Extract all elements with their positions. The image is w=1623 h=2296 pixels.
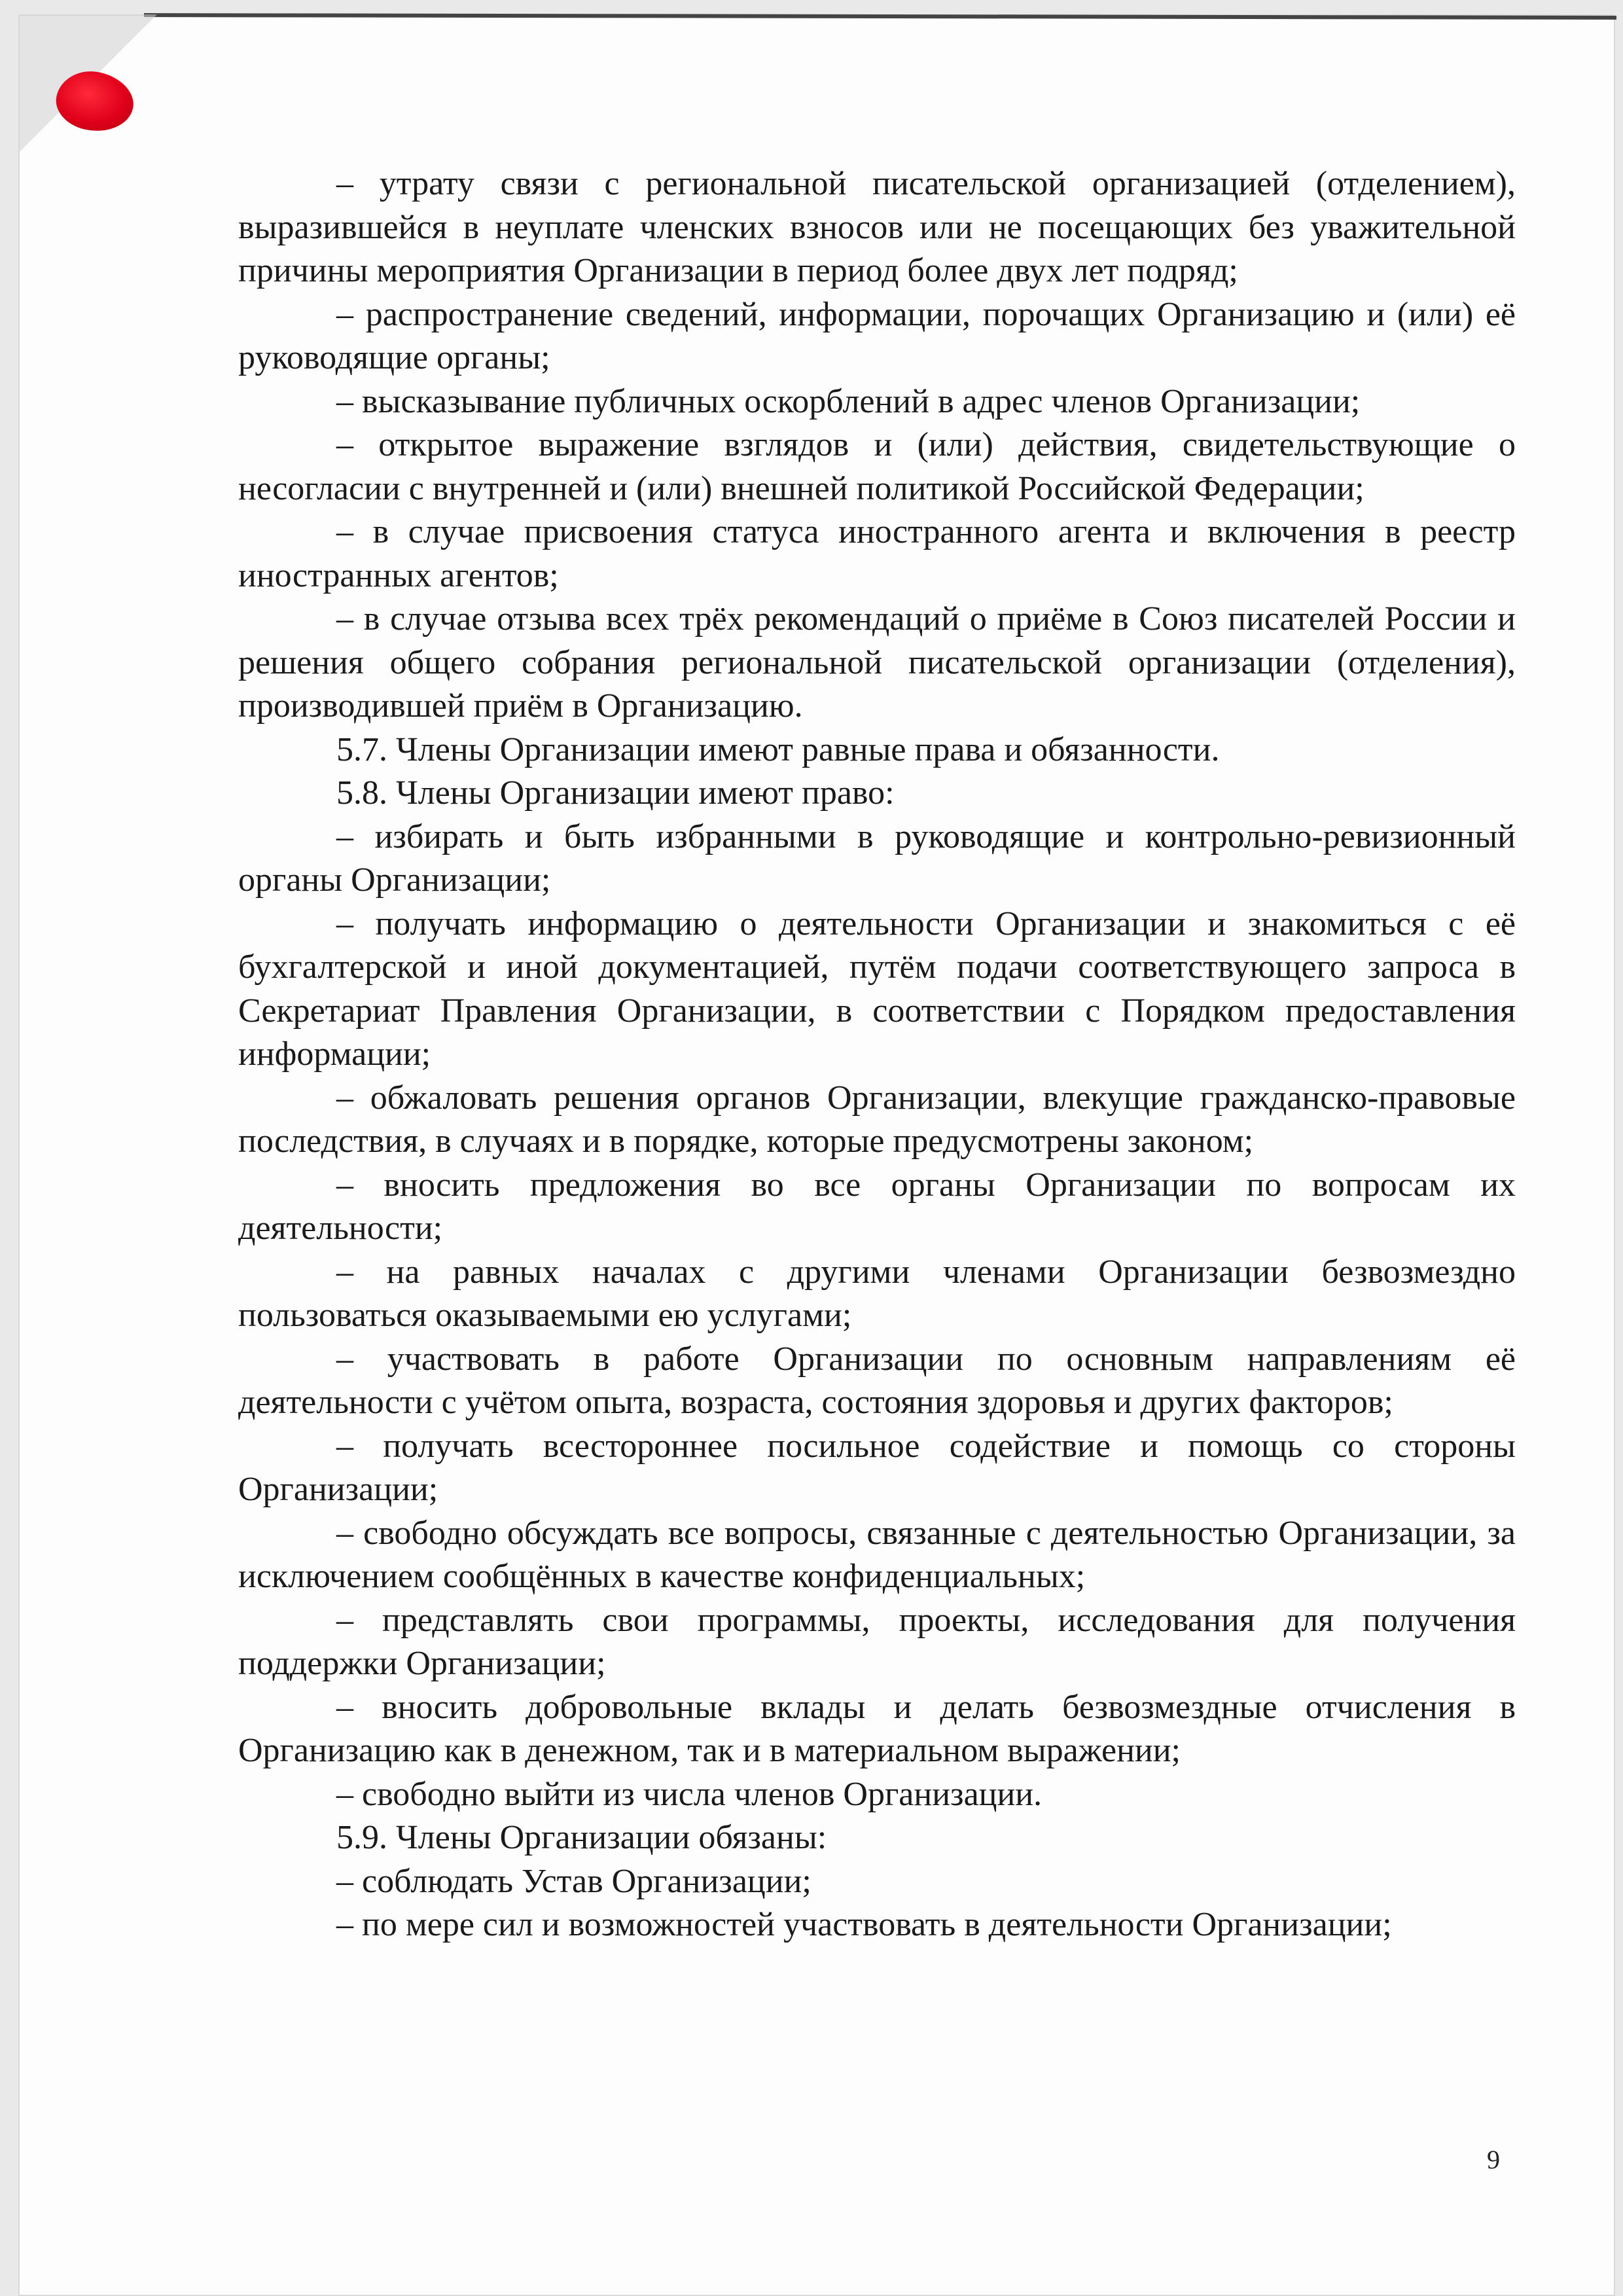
paragraph: – избирать и быть избранными в руководящие и контрольно-ревизионный органы Организации; xyxy=(238,817,1516,899)
paragraph: – участвовать в работе Организации по основным направлениям её деятельности с учётом опыта, возраста, состояния здоровья и других факторов; xyxy=(238,1340,1516,1421)
paragraph: – вносить добровольные вклады и делать безвозмездные отчисления в Организацию как в денежном, так и в материальном выражении; xyxy=(238,1688,1516,1769)
paragraph: – свободно выйти из числа членов Организации. xyxy=(336,1775,1043,1813)
paragraph: – получать всестороннее посильное содействие и помощь со стороны Организации; xyxy=(238,1427,1516,1508)
paragraph: – высказывание публичных оскорблений в адрес членов Организации; xyxy=(336,382,1361,420)
paragraph: – утрату связи с региональной писательской организацией (отделением), выразившейся в неуплате членских взносов или не посещающих без уважительной причины мероприятия Организации в период более двух лет подряд; xyxy=(238,165,1516,289)
paragraph: – вносить предложения во все органы Организации по вопросам их деятельности; xyxy=(238,1166,1516,1247)
paragraph: – открытое выражение взглядов и (или) действия, свидетельствующие о несогласии с внутренней и (или) внешней политикой Российской Федерации; xyxy=(238,426,1516,507)
paragraph: – получать информацию о деятельности Организации и знакомиться с её бухгалтерской и иной документацией, путём подачи соответствующего запроса в Секретариат Правления Организации, в соответствии с Порядком предоставления информации; xyxy=(238,905,1516,1073)
paragraph: – соблюдать Устав Организации; xyxy=(336,1862,812,1900)
paragraph: – в случае отзыва всех трёх рекомендаций о приёме в Союз писателей России и решения общего собрания региональной писательской организации (отделения), производившей приём в Организацию. xyxy=(238,600,1516,725)
section-heading: 5.8. Члены Организации имеют право: xyxy=(336,774,895,812)
paragraph: – свободно обсуждать все вопросы, связанные с деятельностью Организации, за исключением сообщённых в качестве конфиденциальных; xyxy=(238,1514,1516,1595)
paragraph: – по мере сил и возможностей участвовать в деятельности Организации; xyxy=(336,1906,1392,1943)
paragraph: – на равных началах с другими членами Организации безвозмездно пользоваться оказываемыми ею услугами; xyxy=(238,1253,1516,1334)
paragraph: – представлять свои программы, проекты, исследования для получения поддержки Организации; xyxy=(238,1601,1516,1682)
section-heading: 5.9. Члены Организации обязаны: xyxy=(336,1819,827,1856)
page-number: 9 xyxy=(1487,2145,1500,2174)
paragraph: – в случае присвоения статуса иностранного агента и включения в реестр иностранных агентов; xyxy=(238,513,1516,594)
document-body xyxy=(238,162,1516,1947)
paragraph: – обжаловать решения органов Организации, влекущие гражданско-правовые последствия, в случаях и в порядке, которые предусмотрены законом; xyxy=(238,1079,1516,1160)
section-heading: 5.7. Члены Организации имеют равные права и обязанности. xyxy=(336,730,1220,768)
paragraph: – распространение сведений, информации, порочащих Организацию и (или) её руководящие органы; xyxy=(238,295,1516,376)
